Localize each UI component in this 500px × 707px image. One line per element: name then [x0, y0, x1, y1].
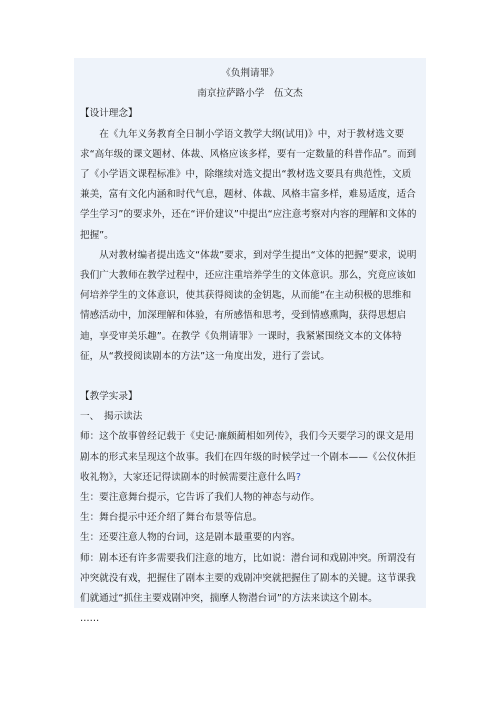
dialogue-line: 生：要注意舞台提示，它告诉了我们人物的神态与动作。 — [80, 492, 320, 504]
doc-author: 南京拉萨路小学 伍文杰 — [197, 88, 303, 100]
document-page — [74, 58, 426, 625]
design-paragraph-2: 从对教材编者提出选文“体裁”要求，到对学生提出“文体的把握”要求，说明我们广大教师在教学过程中，还应注重培养学生的文体意识。那么，究竟应该如何培养学生的文体意识，使其获得阅读的金钥匙，从而能“在主动积极的思维和情感活动中，加深理解和体验，有所感悟和思考，受到情感熏陶，获得思想启迪，享受审美乐趣”。在教学《负荆请罪》一课时，我紧紧围绕文本的文体特征，从“教授阅读剧本的方法”这一角度出发，进行了尝试。 — [80, 249, 417, 362]
section-gap — [80, 367, 420, 387]
dialogue-line: 生：还要注意人物的台词，这是剧本最重要的内容。 — [80, 532, 301, 544]
design-heading: 【设计理念】 — [80, 108, 138, 120]
dialogue-line: 生：舞台提示中还介绍了舞台布景等信息。 — [80, 512, 263, 524]
dialogue-line: 师：剧本还有许多需要我们注意的地方，比如说：潜台词和戏剧冲突。所谓没有冲突就没有戏，把握住了剧本主要的戏剧冲突就把握住了剧本的关键。这节课我们就通过“抓住主要戏剧冲突，揣摩人物潜台词”的方法来读这个剧本。 — [80, 552, 416, 605]
design-paragraph-1: 在《九年义务教育全日制小学语文教学大纲(试用)》中，对于教材选文要求“高年级的课文题材、体裁、风格应该多样，要有一定数量的科普作品”。而到了《小学语文课程标准》中，除继续对选文提出“教材选文要具有典范性，文质兼美，富有文化内涵和时代气息，题材、体裁、风格丰富多样，难易适度，适合学生学习”的要求外，还在“评价建议”中提出“应注意考察对内容的理解和文体的把握”。 — [80, 128, 417, 241]
ellipsis: …… — [80, 613, 100, 625]
dialogue-text: 师：这个故事曾经记载于《史记·廉颇蔺相如列传》，我们今天要学习的课文是用剧本的形式来呈现这个故事。我们在四年级的时候学过一个剧本——《公仪休拒收礼物》，大家还记得读剧本的时候需要注意什么吗 — [80, 431, 416, 483]
record-heading: 【教学实录】 — [80, 391, 138, 403]
dialogue-line — [80, 427, 420, 488]
question-mark: ? — [295, 471, 301, 483]
record-subheading: 一、 揭示读法 — [80, 411, 143, 423]
doc-title: 《负荆请罪》 — [221, 68, 279, 79]
